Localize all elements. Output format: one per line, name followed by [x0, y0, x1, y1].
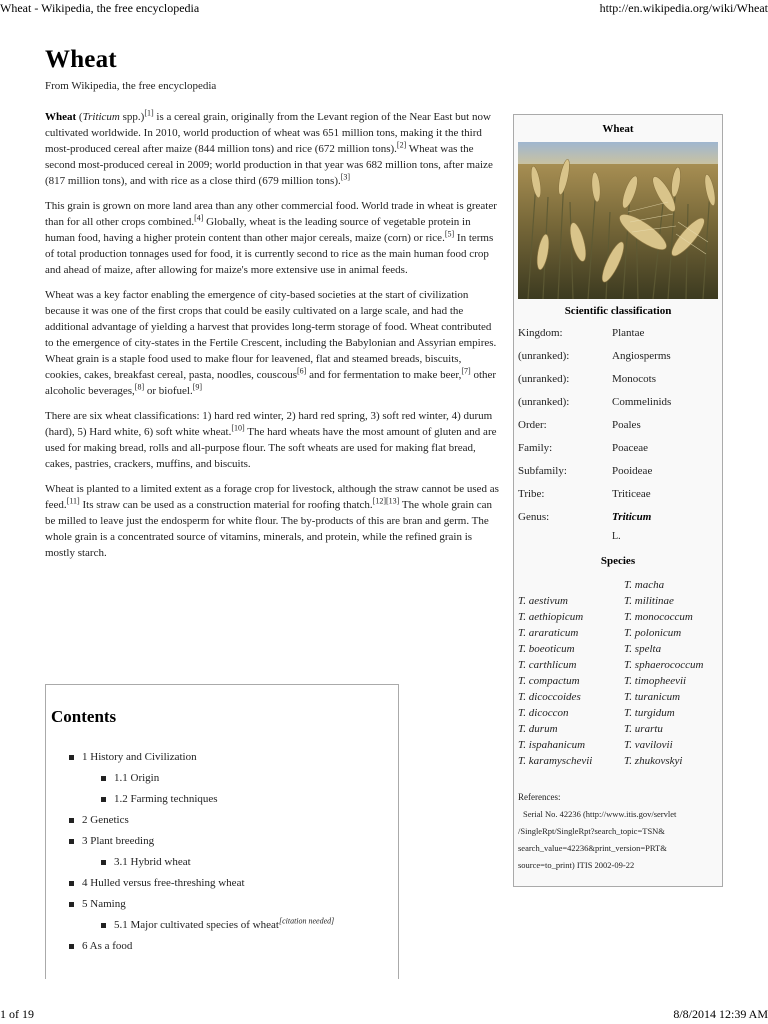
references-title: References: [518, 792, 561, 802]
reference-line[interactable]: search_value=42236&print_version=PRT& [518, 843, 667, 853]
p2-text-2: Globally, wheat is the leading source of vegetable protein in human food, having a higher protein content than other major cereals, maize (corn) or rice. [45, 216, 471, 244]
ref-1[interactable]: [1] [144, 108, 154, 118]
print-footer [0, 1006, 768, 1024]
species-item[interactable]: T. spelta [624, 643, 662, 655]
taxonomy-row [518, 486, 718, 509]
reference-line[interactable]: Serial No. 42236 (http://www.itis.gov/servlet [523, 809, 677, 819]
rank-label: (unranked): [518, 396, 570, 408]
p5-text-1: Wheat is planted to a limited extent as a forage crop for livestock, although the straw cannot be used as feed. [45, 483, 499, 511]
ref-2[interactable]: [2] [396, 140, 407, 150]
taxonomy-row [518, 394, 718, 417]
species-item[interactable]: T. urartu [624, 723, 663, 735]
tagline: From Wikipedia, the free encyclopedia [45, 80, 217, 92]
genus-value: Triticum [612, 511, 652, 523]
toc-item-label: 6 As a food [82, 940, 133, 952]
rank-label: Kingdom: [518, 327, 563, 339]
ref-10[interactable]: [10] [231, 423, 245, 433]
toc-title: Contents [51, 707, 117, 726]
rank-label: (unranked): [518, 350, 570, 362]
species-item[interactable]: T. dicoccon [518, 707, 569, 719]
reference-line[interactable]: /SingleRpt/SingleRpt?search_topic=TSN& [518, 826, 665, 836]
reference-line[interactable]: source=to_print) ITIS 2002-09-22 [518, 860, 635, 870]
ref-9[interactable]: [9] [192, 382, 203, 392]
species-item[interactable]: T. vavilovii [624, 739, 673, 751]
toc-item-hybrid-wheat[interactable] [101, 852, 394, 873]
toc-item-label: 1 History and Civilization [82, 751, 197, 763]
ref-4[interactable]: [4] [194, 213, 204, 223]
rank-value[interactable]: Monocots [612, 373, 656, 385]
species-item[interactable]: T. ispahanicum [518, 739, 586, 751]
rank-value[interactable]: Triticeae [612, 488, 651, 500]
p5-text-3: The whole grain can be milled to leave just the endosperm for white flour. The by-products of this are bran and germ. The whole grain is a concentrated source of vitamins, minerals, and protein, while the refined grain is mostly starch. [45, 499, 492, 559]
infobox-title: Wheat [602, 123, 634, 135]
ref-8[interactable]: [8] [134, 382, 145, 392]
p3-text-2: and for fermentation to make beer, [309, 369, 462, 381]
species-item[interactable]: T. aethiopicum [518, 611, 584, 623]
toc-item-genetics[interactable] [69, 810, 394, 831]
taxonomy-row [518, 463, 718, 486]
species-item[interactable]: T. dicoccoides [518, 691, 581, 703]
p1-text-1: is a cereal grain, originally from the Levant region of the Near East but now cultivated worldwide. In 2010, world production of wheat was 651 million tons, making it the third most-produced cereal after maize (844 million tons) and rice (672 million tons). [45, 111, 491, 155]
p1-text-2: Wheat was the second most-produced cereal in 2009; world production in that year was 682 million tons, after maize (817 million tons), and with rice as a close third (679 million tons). [45, 143, 493, 187]
rank-value[interactable]: Plantae [612, 327, 645, 339]
article-body [45, 109, 500, 570]
infobox-references [518, 789, 723, 874]
species-item[interactable]: T. aestivum [518, 595, 568, 607]
species-list-left [518, 593, 592, 769]
taxonomy-row [518, 325, 718, 348]
taxonomy-row [518, 371, 718, 394]
p4-text-2: The hard wheats have the most amount of gluten and are used for making bread, rolls and all-purpose flour. The soft wheats are used for making flat bread, cakes, pastries, crackers, muffins, and biscuits. [45, 426, 497, 470]
species-list-right [624, 577, 703, 769]
paragraph-forage [45, 481, 500, 561]
species-item[interactable]: T. polonicum [624, 627, 682, 639]
species-heading: Species [600, 555, 636, 567]
rank-value[interactable]: Commelinids [612, 396, 672, 408]
toc-item-history[interactable] [69, 747, 394, 768]
page-number: 1 of 19 [0, 1007, 34, 1021]
toc-item-label: 2 Genetics [82, 814, 129, 826]
print-header [0, 0, 768, 18]
toc-item-origin[interactable] [101, 768, 394, 789]
toc-item-as-a-food[interactable] [69, 936, 394, 957]
rank-label: (unranked): [518, 373, 570, 385]
spp-text: spp.) [122, 111, 145, 123]
paragraph-classifications [45, 408, 500, 472]
rank-value[interactable]: Poales [612, 419, 641, 431]
rank-value[interactable]: Pooideae [612, 465, 653, 477]
species-item[interactable]: T. carthlicum [518, 659, 577, 671]
species-item[interactable]: T. timopheevii [624, 675, 687, 687]
ref-13[interactable]: [13] [385, 496, 400, 506]
toc-item-label: 5 Naming [82, 898, 126, 910]
p4-text-1: There are six wheat classifications: 1) hard red winter, 2) hard red spring, 3) soft red winter, 4) durum (hard), 5) Hard white, 6) soft white wheat. [45, 410, 493, 438]
p5-text-2: Its straw can be used as a construction material for roofing thatch. [82, 499, 373, 511]
print-header-title: Wheat - Wikipedia, the free encyclopedia [0, 1, 200, 15]
ref-6[interactable]: [6] [297, 366, 307, 376]
page-title: Wheat [45, 46, 117, 73]
taxonomy-row [518, 440, 718, 463]
toc-item-label: 1.2 Farming techniques [114, 793, 218, 805]
species-item[interactable]: T. karamyschevii [518, 755, 593, 767]
paragraph-trade [45, 198, 500, 278]
rank-label: Genus: [518, 511, 550, 523]
species-item[interactable]: T. turanicum [624, 691, 681, 703]
citation-needed[interactable]: [citation needed] [278, 916, 335, 926]
toc-item-label: 1.1 Origin [114, 772, 160, 784]
ref-5[interactable]: [5] [444, 229, 455, 239]
toc-item-label: 3.1 Hybrid wheat [114, 856, 191, 868]
rank-label: Tribe: [518, 488, 545, 500]
print-datetime: 8/8/2014 12:39 AM [673, 1007, 768, 1021]
bold-term: Wheat [45, 111, 77, 123]
print-header-url[interactable]: http://en.wikipedia.org/wiki/Wheat [599, 1, 768, 15]
species-item[interactable]: T. sphaerococcum [624, 659, 704, 671]
species-item[interactable]: T. macha [624, 579, 665, 591]
species-item[interactable]: T. araraticum [518, 627, 579, 639]
ref-3[interactable]: [3] [340, 172, 351, 182]
paragraph-civilization [45, 287, 500, 399]
toc-item-label: 3 Plant breeding [82, 835, 155, 847]
ref-7[interactable]: [7] [461, 366, 471, 376]
species-item[interactable]: T. monococcum [624, 611, 693, 623]
species-item[interactable]: T. compactum [518, 675, 580, 687]
p2-text-3: In terms of total production tonnages used for food, it is currently second to rice as the main human food crop and ahead of maize, after allowing for maize's more extensive use in animal feeds. [45, 232, 494, 276]
taxonomy-table [518, 325, 718, 532]
toc-item-label: 5.1 Major cultivated species of wheat [114, 919, 279, 931]
table-of-contents [45, 684, 399, 979]
rank-label: Order: [518, 419, 547, 431]
toc-item-plant-breeding[interactable] [69, 831, 394, 852]
toc-item-farming-techniques[interactable] [101, 789, 394, 810]
toc-list [69, 747, 394, 957]
species-item[interactable]: T. zhukovskyi [624, 755, 683, 767]
wheat-field-image [518, 142, 718, 299]
toc-item-hulled[interactable] [69, 873, 394, 894]
toc-item-naming[interactable] [69, 894, 394, 915]
taxonomy-row [518, 348, 718, 371]
p3-text-4: or biofuel. [146, 385, 193, 397]
ref-11[interactable]: [11] [66, 496, 80, 506]
wheat-photo[interactable] [518, 142, 718, 299]
rank-value[interactable]: Angiosperms [612, 350, 671, 362]
taxonomy-row [518, 509, 718, 532]
rank-value[interactable]: Poaceae [612, 442, 649, 454]
p3-text-3: other alcoholic beverages, [45, 369, 497, 397]
toc-item-major-species[interactable] [101, 915, 394, 936]
paragraph-intro: Wheat (Triticum spp.)[1] is a cereal grain, originally from the Levant region of the Near East but now cultivated worldwide. In 2010, world production of wheat was 651 million tons, making it the third most-produced cereal after maize (844 million tons) and rice (672 million tons).[2] Wheat was the second most-produced cereal in 2009; world production in that year was 682 million tons, after maize (817 million tons), and with rice as a close third (679 million tons).[3] [45, 108, 493, 187]
species-item[interactable]: T. turgidum [624, 707, 675, 719]
taxobox [513, 114, 723, 887]
species-item[interactable]: T. militinae [624, 595, 674, 607]
p3-text-1: Wheat was a key factor enabling the emergence of city-based societies at the start of civilization because it was one of the first crops that could be easily cultivated on a large scale, and had the additional advantage of yielding a harvest that provides long-term storage of food. Wheat contributed to the emergence of city-states in the Fertile Crescent, including the Babylonian and Assyrian empires. Wheat grain is a staple food used to make flour for leavened, flat and steamed breads, biscuits, cookies, cakes, breakfast cereal, pasta, noodles, couscous [45, 289, 497, 381]
taxonomy-row [518, 417, 718, 440]
rank-label: Subfamily: [518, 465, 567, 477]
species-item[interactable]: T. boeoticum [518, 643, 575, 655]
authority: L. [612, 531, 621, 542]
toc-item-label: 4 Hulled versus free-threshing wheat [82, 877, 245, 889]
classification-heading: Scientific classification [564, 305, 672, 317]
rank-label: Family: [518, 442, 553, 454]
genus-link[interactable]: Triticum [82, 111, 120, 123]
species-item[interactable]: T. durum [518, 723, 558, 735]
p2-text-1: This grain is grown on more land area than any other commercial food. World trade in wheat is greater than for all other crops combined. [45, 200, 497, 228]
ref-12[interactable]: [12] [372, 496, 386, 506]
